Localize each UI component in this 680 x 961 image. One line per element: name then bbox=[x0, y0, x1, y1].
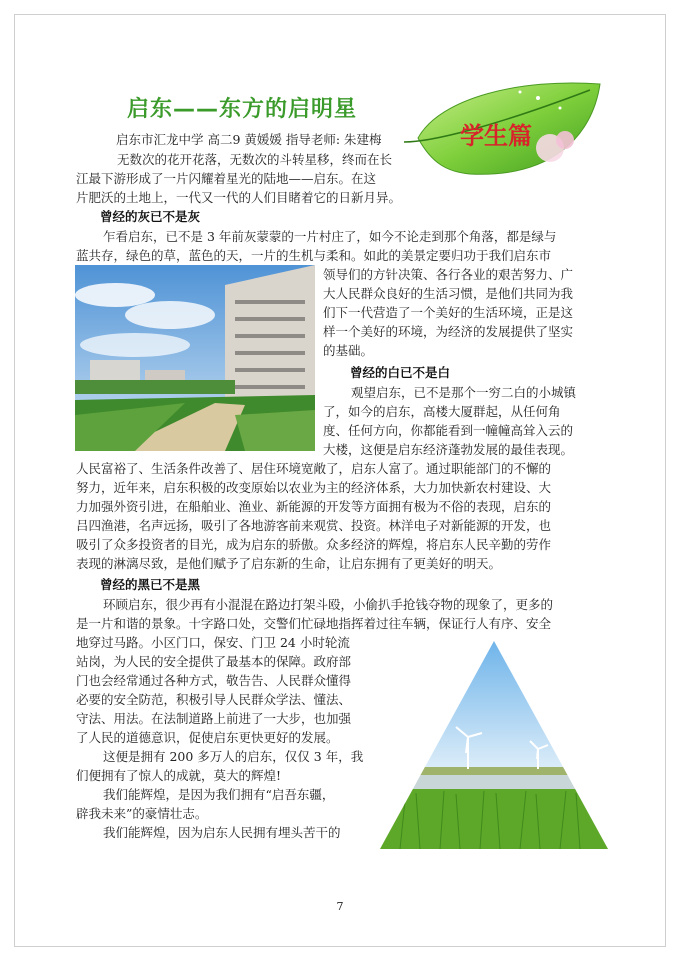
section3-line: 环顾启东，很少再有小混混在路边打架斗殴，小偷扒手抢钱夺物的现象了，更多的 bbox=[103, 597, 554, 612]
section1-heading: 曾经的灰已不是灰 bbox=[100, 209, 201, 224]
wind-turbine-photo bbox=[380, 641, 608, 849]
section1-line: 的基础。 bbox=[323, 343, 374, 358]
section3-line: 我们能辉煌，因为启东人民拥有埋头苦干的 bbox=[103, 825, 341, 840]
section1-line: 领导们的方针决策、各行各业的艰苦努力、广 bbox=[323, 267, 574, 282]
section3-line: 这便是拥有 200 多万人的启东，仅仅 3 年，我 bbox=[103, 749, 364, 764]
section2-line: 了，如今的启东，高楼大厦群起，从任何角 bbox=[323, 404, 561, 419]
section2-heading: 曾经的白已不是白 bbox=[350, 365, 451, 380]
section2-line: 人民富裕了、生活条件改善了、居住环境宽敞了，启东人富了。通过职能部门的不懈的 bbox=[76, 461, 552, 476]
section2-line: 力加强外资引进，在船舶业、渔业、新能源的开发等方面拥有极为不俗的表现，启东的 bbox=[76, 499, 552, 514]
section-badge-leaf bbox=[400, 78, 604, 188]
section3-line: 我们能辉煌，是因为我们拥有“启吾东疆， bbox=[103, 787, 335, 802]
page-number: 7 bbox=[336, 900, 344, 913]
section2-line: 大楼，这便是启东经济蓬勃发展的最佳表现。 bbox=[323, 442, 574, 457]
section2-line: 吸引了众多投资者的目光，成为启东的骄傲。众多经济的辉煌，将启东人民辛勤的劳作 bbox=[76, 537, 552, 552]
section2-line: 吕四渔港，名声远扬，吸引了各地游客前来观赏、投资。林洋电子对新能源的开发，也 bbox=[76, 518, 552, 533]
intro-line-3: 片肥沃的土地上，一代又一代的人们目睹着它的日新月异。 bbox=[76, 190, 402, 205]
section1-line: 们下一代营造了一个美好的生活环境，正是这 bbox=[323, 305, 574, 320]
intro-line-1: 无数次的花开花落，无数次的斗转星移，终而在长 bbox=[117, 152, 393, 167]
section3-line: 地穿过马路。小区门口，保安、门卫 24 小时轮流 bbox=[76, 635, 350, 650]
section3-line: 辟我未来”的豪情壮志。 bbox=[76, 806, 208, 821]
intro-line-2: 江最下游形成了一片闪耀着星光的陆地——启东。在这 bbox=[76, 171, 377, 186]
street-photo bbox=[75, 265, 315, 451]
page-title: 启东——东方的启明星 bbox=[126, 97, 357, 122]
section1-line: 蓝共存，绿色的草，蓝色的天，一片的生机与柔和。如此的美景定要归功于我们启东市 bbox=[76, 248, 552, 263]
section1-line: 样一个美好的环境，为经济的发展提供了坚实 bbox=[323, 324, 574, 339]
section3-line: 必要的安全防范，积极引导人民群众学法、懂法、 bbox=[76, 692, 352, 707]
section-badge-text: 学生篇 bbox=[460, 121, 532, 150]
section1-line: 乍看启东，已不是 3 年前灰蒙蒙的一片村庄了，如今不论走到那个角落，都是绿与 bbox=[103, 229, 557, 244]
section1-line: 大人民群众良好的生活习惯，是他们共同为我 bbox=[323, 286, 574, 301]
section3-heading: 曾经的黑已不是黑 bbox=[100, 577, 201, 592]
section3-line: 了人民的道德意识，促使启东更快更好的发展。 bbox=[76, 730, 339, 745]
section2-line: 观望启东，已不是那个一穷二白的小城镇 bbox=[351, 385, 577, 400]
byline: 启东市汇龙中学 高二9 黄媛媛 指导老师: 朱建梅 bbox=[116, 132, 382, 147]
section3-line: 们便拥有了惊人的成就，莫大的辉煌! bbox=[76, 768, 282, 783]
section3-line: 守法、用法。在法制道路上前进了一大步，也加强 bbox=[76, 711, 352, 726]
section3-line: 站岗，为人民的安全提供了最基本的保障。政府部 bbox=[76, 654, 352, 669]
section2-line: 度、任何方向，你都能看到一幢幢高耸入云的 bbox=[323, 423, 574, 438]
section2-line: 表现的淋漓尽致，是他们赋予了启东新的生命，让启东拥有了更美好的明天。 bbox=[76, 556, 502, 571]
section3-line: 是一片和谐的景象。十字路口处，交警们忙碌地指挥着过往车辆，保证行人有序、安全 bbox=[76, 616, 552, 631]
section2-line: 努力，近年来，启东积极的改变原始以农业为主的经济体系，大力加快新农村建设、大 bbox=[76, 480, 552, 495]
section3-line: 门也会经常通过各种方式，敬告告、人民群众懂得 bbox=[76, 673, 352, 688]
